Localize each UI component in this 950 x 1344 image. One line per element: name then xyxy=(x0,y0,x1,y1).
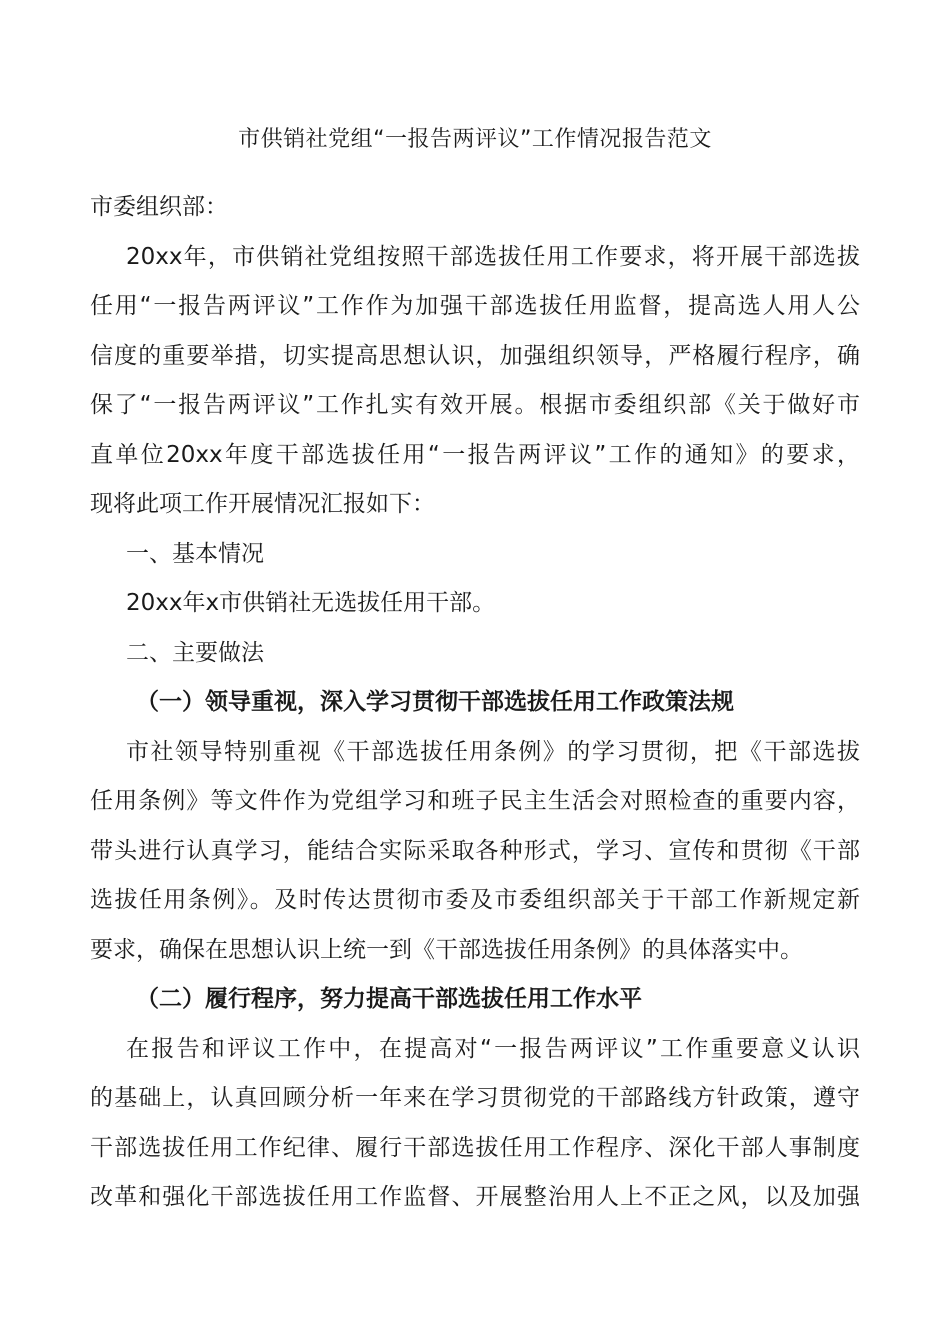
subsection-line: 任用条例》等文件作为党组学习和班子民主生活会对照检查的重要内容， xyxy=(90,788,860,814)
section-text: 20xx年x市供销社无选拔任用干部。 xyxy=(126,590,496,616)
salutation: 市委组织部： xyxy=(90,194,228,220)
subsection-line: 要求，确保在思想认识上统一到《干部选拔任用条例》的具体落实中。 xyxy=(90,936,803,963)
section-heading: 一、基本情况 xyxy=(126,540,264,567)
document-body xyxy=(90,183,860,1223)
intro-line: 保了“一报告两评议”工作扎实有效开展。根据市委组织部《关于做好市 xyxy=(90,392,860,418)
subsection-line: 干部选拔任用工作纪律、履行干部选拔任用工作程序、深化干部人事制度 xyxy=(90,1134,860,1161)
intro-line: 直单位20xx年度干部选拔任用“一报告两评议”工作的通知》的要求， xyxy=(90,441,860,468)
intro-line: 任用“一报告两评议”工作作为加强干部选拔任用监督，提高选人用人公 xyxy=(90,293,860,319)
subsection-heading: （二）履行程序，努力提高干部选拔任用工作水平 xyxy=(136,986,642,1012)
subsection-line: 带头进行认真学习，能结合实际采取各种形式，学习、宣传和贯彻《干部 xyxy=(90,837,860,864)
intro-line: 现将此项工作开展情况汇报如下： xyxy=(90,491,435,517)
subsection-line: 选拔任用条例》。及时传达贯彻市委及市委组织部关于干部工作新规定新 xyxy=(90,887,860,913)
intro-line: 信度的重要举措，切实提高思想认识，加强组织领导，严格履行程序，确 xyxy=(90,342,860,369)
subsection-line: 在报告和评议工作中，在提高对“一报告两评议”工作重要意义认识 xyxy=(126,1035,860,1062)
document-title: 市供销社党组“一报告两评议”工作情况报告范文 xyxy=(238,127,712,152)
intro-line: 20xx年，市供销社党组按照干部选拔任用工作要求，将开展干部选拔 xyxy=(126,243,860,270)
subsection-line: 改革和强化干部选拔任用工作监督、开展整治用人上不正之风，以及加强 xyxy=(90,1184,860,1210)
subsection-heading: （一）领导重视，深入学习贯彻干部选拔任用工作政策法规 xyxy=(136,689,734,715)
subsection-line: 的基础上，认真回顾分析一年来在学习贯彻党的干部路线方针政策，遵守 xyxy=(90,1085,860,1111)
subsection-line: 市社领导特别重视《干部选拔任用条例》的学习贯彻，把《干部选拔 xyxy=(126,738,860,765)
section-heading: 二、主要做法 xyxy=(126,639,264,666)
